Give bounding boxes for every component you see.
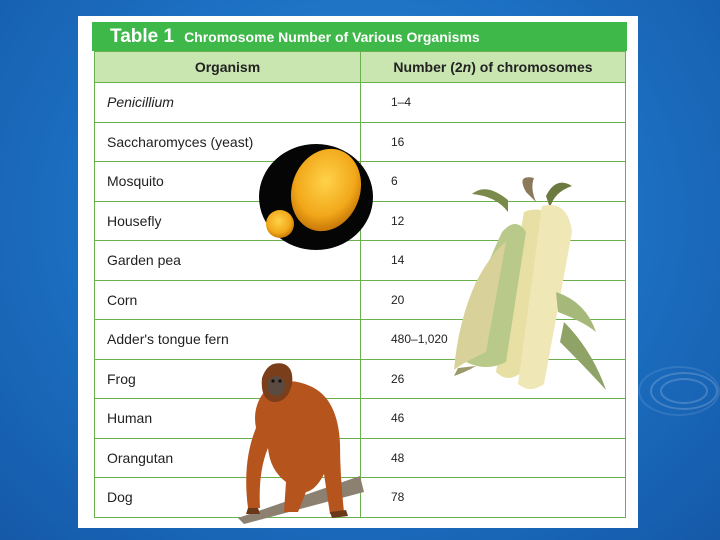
organism-cell: Orangutan (95, 438, 361, 478)
table-caption: Chromosome Number of Various Organisms (184, 28, 480, 45)
table-title-bar (92, 22, 627, 51)
water-ripple-decoration (638, 366, 720, 416)
header-number-prefix: Number (2 (393, 59, 463, 75)
chromosome-number-cell: 14 (361, 241, 626, 281)
organism-cell: Mosquito (95, 162, 361, 202)
organism-cell: Garden pea (95, 241, 361, 281)
chromosome-number-cell: 6 (361, 162, 626, 202)
chromosome-number-cell: 1–4 (361, 83, 626, 123)
chromosome-number-cell: 26 (361, 359, 626, 399)
organism-cell: Frog (95, 359, 361, 399)
organism-cell: Corn (95, 280, 361, 320)
table-header-row (95, 52, 626, 83)
organism-cell: Dog (95, 478, 361, 518)
organism-cell: Saccharomyces (yeast) (95, 122, 361, 162)
chromosome-number-cell: 20 (361, 280, 626, 320)
organism-cell: Human (95, 399, 361, 439)
header-chromosome-number (361, 52, 626, 83)
header-organism: Organism (95, 52, 361, 83)
yeast-cell-image (258, 142, 376, 252)
chromosome-number-cell: 78 (361, 478, 626, 518)
chromosome-number-cell: 46 (361, 399, 626, 439)
chromosome-number-cell: 48 (361, 438, 626, 478)
chromosome-number-cell: 16 (361, 122, 626, 162)
organism-cell: Penicillium (95, 83, 361, 123)
header-number-italic: n (462, 59, 472, 75)
organism-cell: Adder's tongue fern (95, 320, 361, 360)
organism-cell: Housefly (95, 201, 361, 241)
chromosome-number-cell: 480–1,020 (361, 320, 626, 360)
chromosome-number-cell: 12 (361, 201, 626, 241)
header-number-suffix: ) of chromosomes (471, 59, 593, 75)
corn-ears-image (446, 172, 616, 394)
table-number: Table 1 (110, 25, 175, 47)
orangutan-image (228, 352, 368, 524)
table-row (95, 83, 626, 123)
